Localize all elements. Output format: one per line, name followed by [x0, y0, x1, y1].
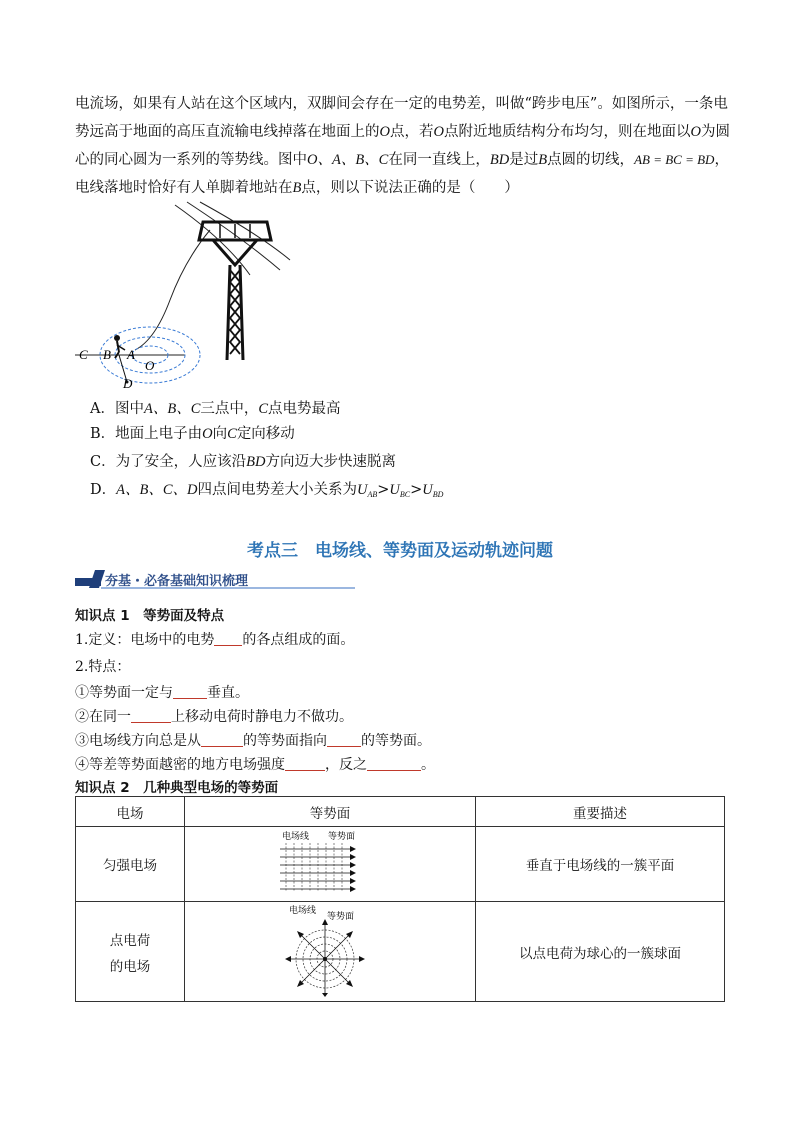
uniform-field-diagram: [185, 827, 476, 902]
question-paragraph: [75, 90, 735, 202]
svg-text:电场线: 电场线: [289, 905, 317, 916]
field-point-charge: 点电荷 的电场: [76, 902, 185, 1002]
question-line-2: 势远高于地面的高压直流输电线掉落在地面上的O点，若O点附近地质结构分布均匀，则在地面以O为圆: [75, 124, 730, 140]
label-A: A: [127, 347, 135, 362]
label-O: O: [145, 358, 155, 373]
blank[interactable]: [367, 770, 421, 771]
field-uniform: 匀强电场: [76, 827, 185, 902]
point-charge-description: 以点电荷为球心的一簇球面: [476, 902, 725, 1002]
blank[interactable]: [131, 722, 171, 723]
table-row: [76, 827, 725, 902]
question-line-3: 心的同心圆为一系列的等势线。图中O、A、B、C在同一直线上，BD是过B点圆的切线，AB = BC = BD，: [75, 152, 729, 168]
header-equipotential: 等势面: [185, 797, 476, 827]
header-description: 重要描述: [476, 797, 725, 827]
section-title: 考点三 电场线、等势面及运动轨迹问题: [247, 541, 553, 561]
banner-text: 夯基・必备基础知识梳理: [105, 574, 249, 589]
question-line-4: 电线落地时恰好有人单脚着地站在B点，则以下说法正确的是（ ）: [75, 180, 519, 196]
point-charge-graphic: [275, 903, 385, 997]
blank[interactable]: [214, 645, 242, 646]
table-row: [76, 902, 725, 1002]
kp1-feature-1: ①等势面一定与 垂直。: [75, 685, 249, 701]
uniform-field-description: 垂直于电场线的一簇平面: [476, 827, 725, 902]
option-c[interactable]: C．为了安全，人应该沿BD方向迈大步快速脱离: [90, 454, 396, 470]
section-banner: [75, 568, 365, 590]
kp1-definition: 1.定义：电场中的电势 的各点组成的面。: [75, 632, 355, 648]
equation: AB = BC = BD: [634, 152, 715, 167]
power-line-figure: [75, 200, 315, 390]
table-header-row: [76, 797, 725, 827]
kp2-title: 知识点 2 几种典型电场的等势面: [75, 780, 279, 796]
uniform-field-graphic: [270, 829, 390, 895]
option-d[interactable]: D．A、B、C、D四点间电势差大小关系为$U_{AB}>U_{BC}>U_{BD}$: [90, 482, 444, 499]
svg-text:等势面: 等势面: [327, 911, 355, 922]
option-a[interactable]: A．图中A、B、C三点中，C点电势最高: [90, 401, 341, 417]
point-charge-diagram: [185, 902, 476, 1002]
svg-text:等势面: 等势面: [328, 832, 356, 842]
label-B: B: [103, 347, 111, 362]
kp1-feature-2: ②在同一 上移动电荷时静电力不做功。: [75, 709, 353, 725]
label-D: D: [123, 376, 133, 390]
kp1-feature-4: ④等差等势面越密的地方电场强度 ，反之 。: [75, 757, 435, 773]
blank[interactable]: [327, 746, 361, 747]
kp1-feature-3: ③电场线方向总是从 的等势面指向 的等势面。: [75, 733, 431, 749]
blank[interactable]: [201, 746, 243, 747]
blank[interactable]: [173, 698, 207, 699]
kp1-features: 2.特点：: [75, 659, 131, 675]
label-C: C: [79, 347, 88, 362]
blank[interactable]: [285, 770, 325, 771]
svg-text:电场线: 电场线: [282, 832, 310, 842]
kp1-title: 知识点 1 等势面及特点: [75, 608, 225, 624]
field-table: [75, 796, 725, 1002]
header-field: 电场: [76, 797, 185, 827]
option-b[interactable]: B．地面上电子由O向C定向移动: [90, 426, 295, 442]
question-line-1: 电流场，如果有人站在这个区域内，双脚间会存在一定的电势差，叫做“跨步电压”。如图所示，一条电: [75, 96, 728, 112]
